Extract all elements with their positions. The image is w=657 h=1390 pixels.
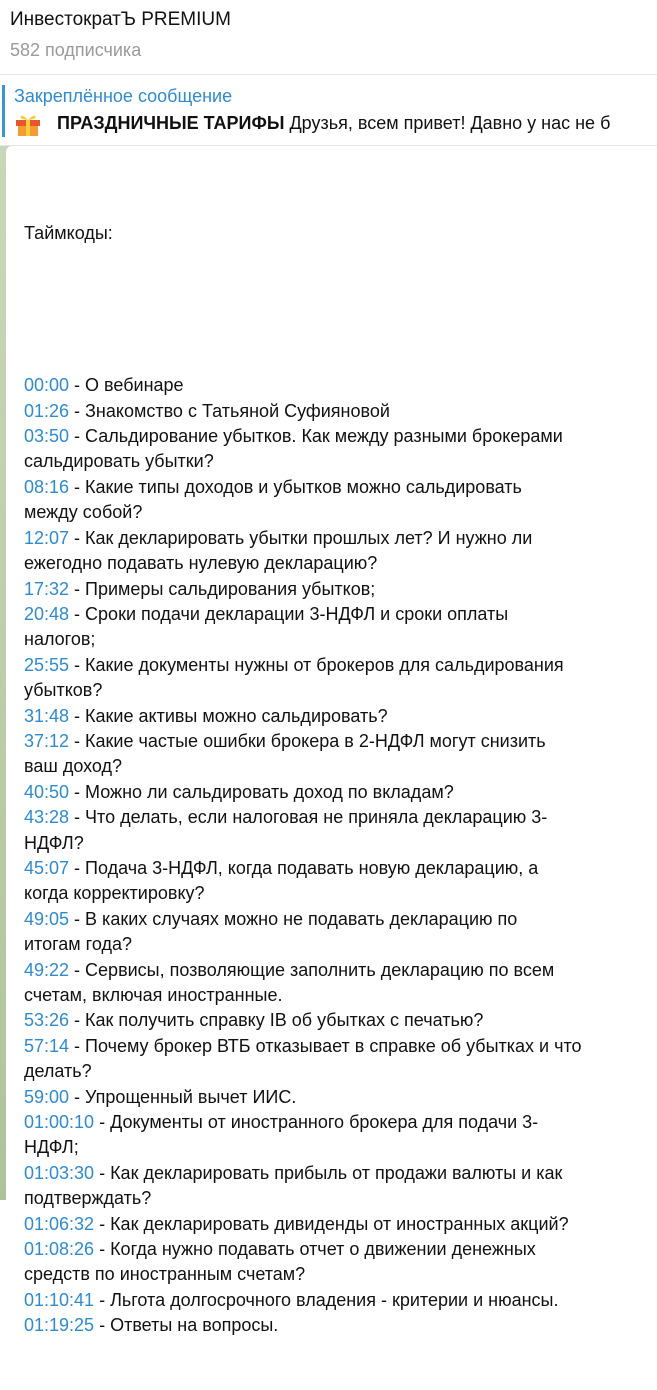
timecode-line [24, 1110, 654, 1135]
timecode-description: подтверждать? [24, 1188, 152, 1209]
timecode-line [24, 577, 654, 602]
timecode-line [24, 526, 654, 551]
timecode-link[interactable]: 31:48 [24, 705, 70, 726]
timecode-line [24, 729, 654, 754]
timecode-link[interactable]: 01:26 [24, 400, 70, 421]
timecode-link[interactable]: 59:00 [24, 1086, 70, 1107]
timecode-description: - Сервисы, позволяющие заполнить декларацию по всем [69, 959, 555, 980]
timecode-description: - Как декларировать дивиденды от иностранных акций? [94, 1213, 569, 1234]
timecode-description: - В каких случаях можно не подавать декларацию по [69, 908, 518, 929]
timecode-description: убытков? [24, 680, 103, 701]
timecode-description: - Льгота долгосрочного владения - критерии и нюансы. [94, 1289, 559, 1310]
timecode-link[interactable]: 20:48 [24, 603, 70, 624]
timecode-line [24, 1186, 654, 1211]
timecode-line [24, 1313, 654, 1338]
timecode-line [24, 449, 654, 474]
timecode-link[interactable]: 12:07 [24, 527, 70, 548]
timecode-description: - Как декларировать убытки прошлых лет? И нужно ли [69, 527, 533, 548]
timecode-line [24, 653, 654, 678]
timecode-link[interactable]: 25:55 [24, 654, 70, 675]
timecode-description: сальдировать убытки? [24, 451, 214, 472]
timecode-line [24, 1161, 654, 1186]
timecode-link[interactable]: 57:14 [24, 1035, 70, 1056]
timecode-link[interactable]: 01:08:26 [24, 1239, 95, 1260]
timecode-description: счетам, включая иностранные. [24, 985, 283, 1005]
timecode-line [24, 907, 654, 932]
timecode-line [24, 856, 654, 881]
timecode-line [24, 932, 654, 957]
timecode-description: - Какие частые ошибки брокера в 2-НДФЛ могут снизить [69, 730, 546, 751]
timecode-link[interactable]: 03:50 [24, 426, 70, 447]
timecode-description: - Примеры сальдирования убытков; [69, 578, 376, 599]
timecode-description: - Как декларировать прибыль от продажи валюты и как [94, 1162, 563, 1183]
timecode-line [24, 1288, 654, 1313]
timecode-link[interactable]: 37:12 [24, 730, 70, 751]
timecode-description: НДФЛ? [24, 832, 84, 853]
timecode-line [24, 1059, 654, 1084]
timecode-line [24, 881, 654, 906]
timecode-link[interactable]: 01:06:32 [24, 1213, 95, 1234]
timecode-description: - О вебинаре [69, 375, 184, 396]
timecode-link[interactable]: 40:50 [24, 781, 70, 802]
timecode-line [24, 373, 654, 398]
timecode-description: - Что делать, если налоговая не приняла декларацию 3- [69, 807, 548, 828]
subscriber-count: 582 подписчика [10, 40, 142, 60]
timecode-line [24, 780, 654, 805]
timecode-line [24, 399, 654, 424]
blank-line [24, 297, 654, 322]
timecode-description: - Подача 3-НДФЛ, когда подавать новую декларацию, а [69, 857, 539, 878]
timecode-line [24, 1135, 654, 1160]
timecode-link[interactable]: 45:07 [24, 857, 70, 878]
timecode-list [24, 373, 654, 1338]
timecode-link[interactable]: 01:10:41 [24, 1289, 95, 1310]
channel-title[interactable]: ИнвестократЪ PREMIUM [10, 9, 231, 30]
timecode-link[interactable]: 01:00:10 [24, 1112, 95, 1133]
timecode-description: когда корректировку? [24, 883, 205, 904]
timecode-line [24, 805, 654, 830]
timecode-line [24, 704, 654, 729]
timecode-description: - Ответы на вопросы. [94, 1315, 279, 1336]
timecode-line [24, 1262, 654, 1287]
timecode-description: делать? [24, 1061, 92, 1082]
timecode-line [24, 1034, 654, 1059]
timecode-description: - Какие документы нужны от брокеров для сальдирования [69, 654, 564, 675]
pinned-label: Закреплённое сообщение [14, 86, 233, 106]
timecode-description: - Сальдирование убытков. Как между разными брокерами [69, 426, 563, 447]
timecode-description: - Как получить справку IB об убытках с печатью? [69, 1010, 484, 1031]
timecode-line [24, 424, 654, 449]
timecode-description: - Документы от иностранного брокера для подачи 3- [94, 1112, 539, 1133]
timecode-line [24, 958, 654, 983]
timecode-description: - Можно ли сальдировать доход по вкладам? [69, 781, 454, 802]
timecode-line [24, 627, 654, 652]
timecode-description: - Упрощенный вычет ИИС. [69, 1086, 297, 1107]
timecode-description: итогам года? [24, 934, 132, 955]
timecode-description: ежегодно подавать нулевую декларацию? [24, 553, 378, 574]
timecode-description: - Знакомство с Татьяной Суфияновой [69, 400, 390, 421]
timecode-description: - Почему брокер ВТБ отказывает в справке об убытках и что [69, 1035, 582, 1056]
timecode-link[interactable]: 17:32 [24, 578, 70, 599]
timecode-description: - Какие типы доходов и убытков можно сальдировать [69, 476, 522, 497]
timecode-line [24, 1085, 654, 1110]
timecode-link[interactable]: 01:19:25 [24, 1315, 95, 1336]
timecode-link[interactable]: 53:26 [24, 1010, 70, 1031]
timecode-line [24, 1237, 654, 1262]
timecode-line [24, 551, 654, 576]
pinned-message-bar[interactable] [0, 75, 657, 146]
timecode-description: между собой? [24, 502, 143, 523]
pinned-preview [57, 113, 610, 134]
timecode-line [24, 1008, 654, 1033]
timecode-line [24, 475, 654, 500]
timecode-line [24, 1212, 654, 1237]
timecode-description: налогов; [24, 629, 96, 650]
timecode-link[interactable]: 49:22 [24, 959, 70, 980]
timecode-link[interactable]: 43:28 [24, 807, 70, 828]
timecode-description: - Когда нужно подавать отчет о движении денежных [94, 1239, 536, 1260]
timecode-description: - Какие активы можно сальдировать? [69, 705, 388, 726]
timecode-description: средств по иностранным счетам? [24, 1264, 306, 1285]
pinned-preview-text: Друзья, всем привет! Давно у нас не б [289, 113, 611, 133]
message-text [24, 170, 654, 1390]
timecode-line [24, 831, 654, 856]
pinned-title: ПРАЗДНИЧНЫЕ ТАРИФЫ [57, 113, 285, 133]
timecode-line [24, 678, 654, 703]
message-intro: Таймкоды: [24, 222, 113, 243]
timecode-link[interactable]: 49:05 [24, 908, 70, 929]
chat-header[interactable] [0, 0, 657, 75]
timecode-description: ваш доход? [24, 756, 123, 777]
timecode-line [24, 602, 654, 627]
timecode-description: - Сроки подачи декларации 3-НДФЛ и сроки оплаты [69, 603, 509, 624]
timecode-line [24, 983, 654, 1008]
timecode-description: НДФЛ; [24, 1137, 79, 1158]
pinned-accent-bar [2, 85, 5, 137]
timecode-link[interactable]: 01:03:30 [24, 1162, 95, 1183]
timecode-link[interactable]: 00:00 [24, 375, 70, 396]
message-bubble[interactable] [6, 146, 657, 1336]
timecode-line [24, 500, 654, 525]
timecode-line [24, 754, 654, 779]
gift-icon [14, 111, 42, 137]
timecode-link[interactable]: 08:16 [24, 476, 70, 497]
